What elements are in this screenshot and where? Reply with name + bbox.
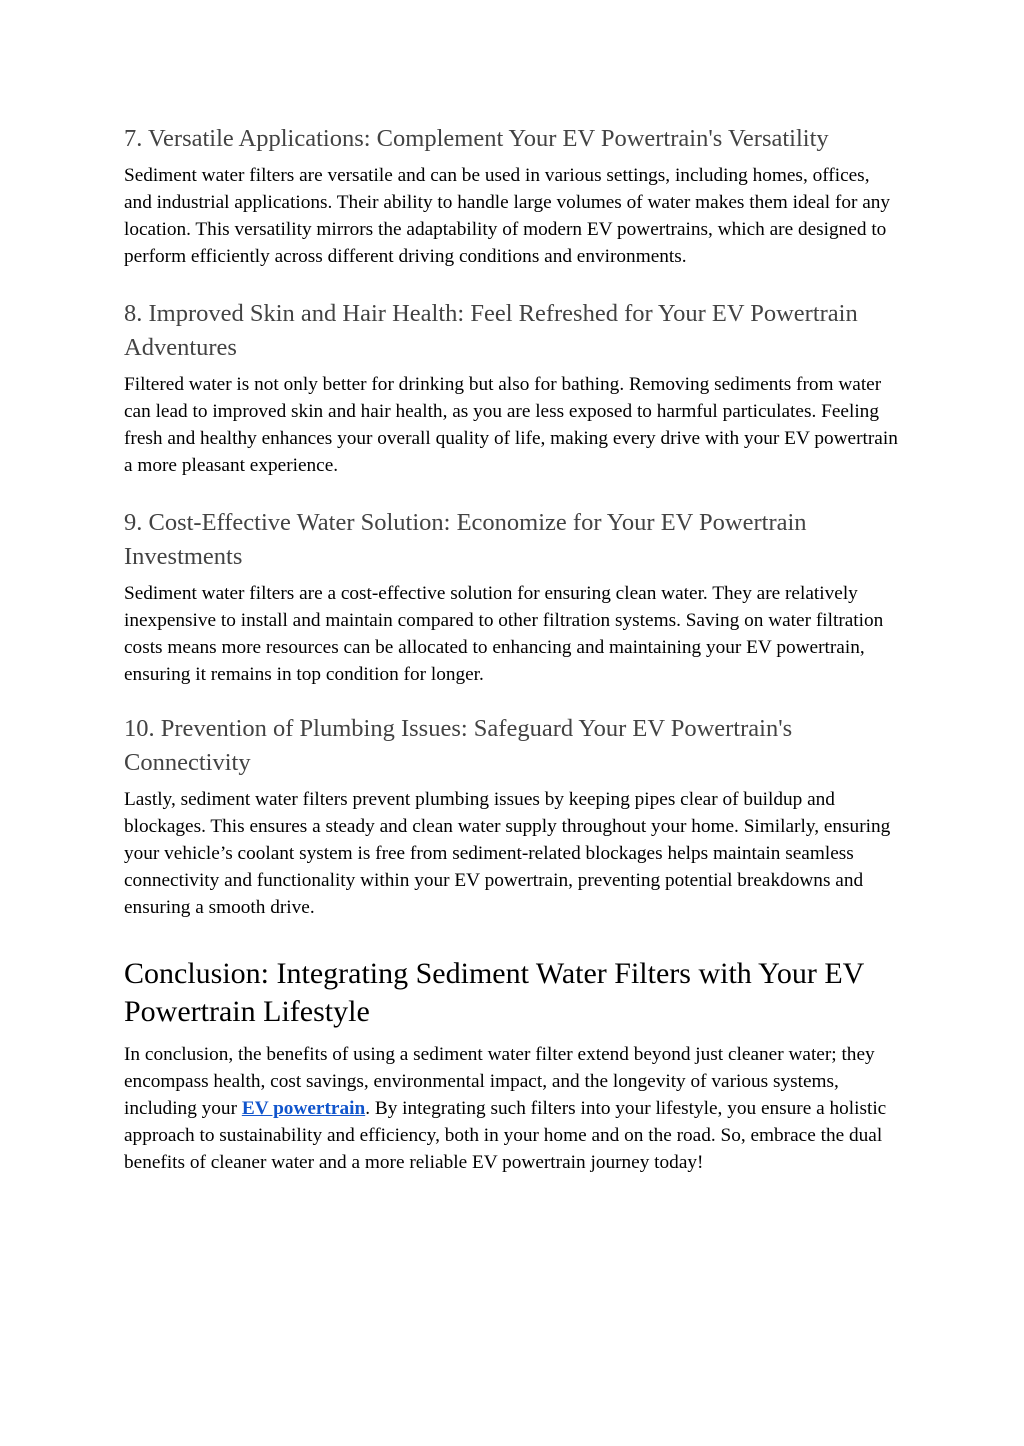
document-content xyxy=(124,122,900,1176)
section-body: Filtered water is not only better for drinking but also for bathing. Removing sediments from water can lead to improved skin and hair health, as you are less exposed to harmful particulates. Feeling fresh and healthy enhances your overall quality of life, making every drive with your EV powertrain a more pleasant experience. xyxy=(124,374,898,476)
section-body: Lastly, sediment water filters prevent plumbing issues by keeping pipes clear of buildup and blockages. This ensures a steady and clean water supply throughout your home. Similarly, ensuring your vehicle’s coolant system is free from sediment-related blockages helps maintain seamless connectivity and functionality within your EV powertrain, preventing potential breakdowns and ensuring a smooth drive. xyxy=(124,789,891,918)
section-8 xyxy=(124,297,900,479)
section-body: Sediment water filters are a cost-effective solution for ensuring clean water. They are relatively inexpensive to install and maintain compared to other filtration systems. Saving on water filtration costs means more resources can be allocated to enhancing and maintaining your EV powertrain, ensuring it remains in top condition for longer. xyxy=(124,583,884,685)
section-10 xyxy=(124,712,900,921)
conclusion-body xyxy=(124,1041,900,1176)
section-heading: 10. Prevention of Plumbing Issues: Safeguard Your EV Powertrain's Connectivity xyxy=(124,715,793,776)
section-body: Sediment water filters are versatile and can be used in various settings, including homes, offices, and industrial applications. Their ability to handle large volumes of water makes them ideal for any location. This versatility mirrors the adaptability of modern EV powertrains, which are designed to perform efficiently across different driving conditions and environments. xyxy=(124,165,891,267)
conclusion-section xyxy=(124,955,900,1176)
conclusion-text-before-link: In conclusion, the benefits of using a sediment water filter extend beyond just cleaner water; they encompass health, cost savings, environmental impact, and the longevity of various systems, including your xyxy=(124,1044,875,1119)
conclusion-text-after-link: . By integrating such filters into your lifestyle, you ensure a holistic approach to sustainability and efficiency, both in your home and on the road. So, embrace the dual benefits of cleaner water and a more reliable EV powertrain journey today! xyxy=(124,1098,887,1173)
section-heading: 8. Improved Skin and Hair Health: Feel Refreshed for Your EV Powertrain Adventures xyxy=(124,300,858,361)
conclusion-heading: Conclusion: Integrating Sediment Water Filters with Your EV Powertrain Lifestyle xyxy=(124,957,864,1028)
ev-powertrain-link[interactable]: EV powertrain xyxy=(241,1098,366,1119)
section-heading: 7. Versatile Applications: Complement Your EV Powertrain's Versatility xyxy=(124,125,829,152)
section-9 xyxy=(124,506,900,688)
section-7 xyxy=(124,122,900,270)
section-heading: 9. Cost-Effective Water Solution: Economize for Your EV Powertrain Investments xyxy=(124,509,807,570)
